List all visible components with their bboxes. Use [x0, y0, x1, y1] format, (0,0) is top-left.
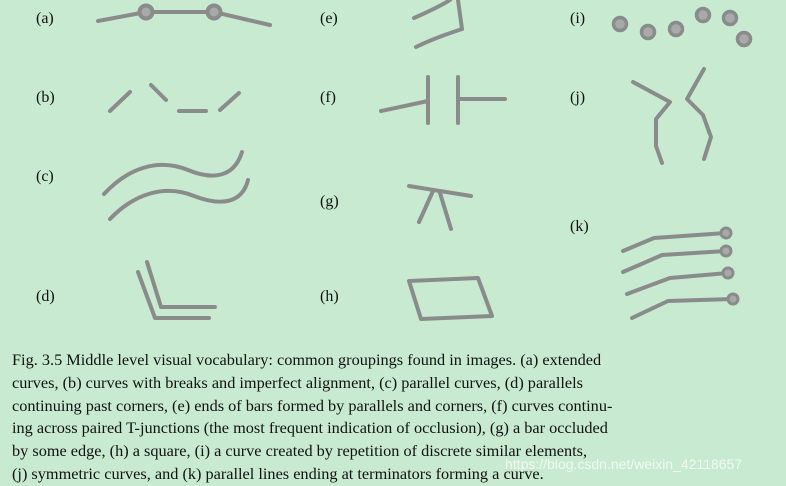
panel-h-label: (h)	[320, 288, 339, 305]
caption-line: by some edge, (h) a square, (i) a curve created by repetition of discrete similar elements,	[12, 441, 588, 461]
panel-i-label: (i)	[570, 10, 586, 27]
panel-g-label: (g)	[320, 193, 339, 210]
panel-e-label: (e)	[320, 10, 338, 27]
caption-line: ing across paired T-junctions (the most frequent indication of occlusion), (g) a bar occluded	[12, 418, 608, 438]
panel-b-label: (b)	[36, 89, 55, 106]
watermark-url: https://blog.csdn.net/weixin_42118657	[505, 456, 743, 472]
panel-c-parallel-curves	[104, 152, 248, 219]
panel-f-t-junctions	[381, 77, 505, 123]
panel-e-bar-ends	[414, 0, 462, 47]
panel-h-square	[409, 278, 492, 319]
panel-g-occluded-bar	[409, 186, 471, 229]
caption-line: curves, (b) curves with breaks and imperfect alignment, (c) parallel curves, (d) parallels	[12, 372, 583, 392]
panel-k-label: (k)	[570, 218, 589, 235]
panel-f-label: (f)	[320, 89, 336, 106]
panel-j-symmetric-curves	[633, 69, 711, 163]
panel-k-terminators	[623, 228, 738, 318]
panel-a-label: (a)	[36, 10, 54, 27]
panel-b-broken-curve	[110, 85, 239, 111]
panel-d-label: (d)	[36, 288, 55, 305]
panel-j-label: (j)	[570, 89, 586, 106]
panel-d-parallel-corners	[138, 262, 215, 318]
caption-line: Fig. 3.5 Middle level visual vocabulary: common groupings found in images. (a) extended	[12, 350, 602, 369]
caption-line: continuing past corners, (e) ends of bars formed by parallels and corners, (f) curves continu-	[12, 395, 613, 415]
caption-line: (j) symmetric curves, and (k) parallel lines ending at terminators forming a curve.	[12, 463, 544, 483]
panel-a-extended-curve	[98, 6, 270, 26]
panel-i-dot-curve	[614, 9, 751, 46]
panel-c-label: (c)	[36, 168, 54, 185]
